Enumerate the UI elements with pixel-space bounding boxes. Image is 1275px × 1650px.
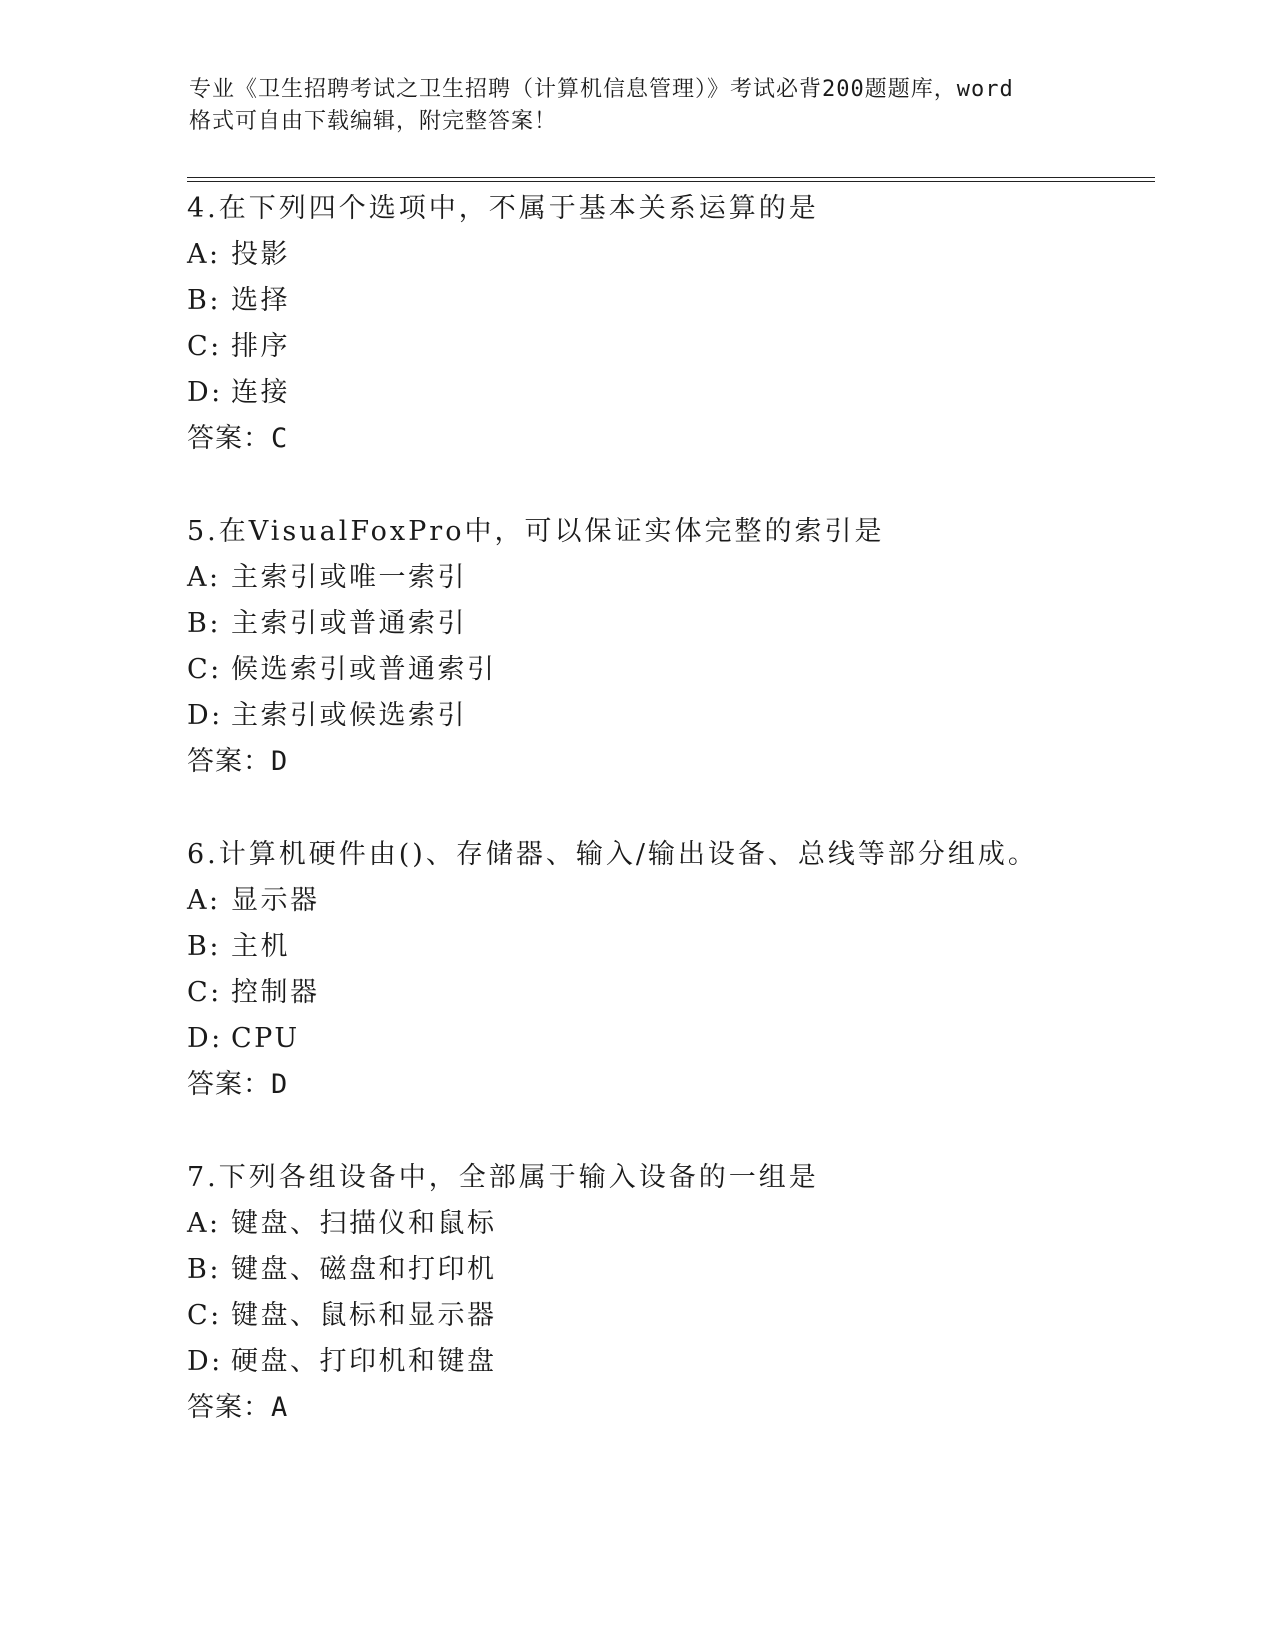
answer-line — [187, 1062, 1147, 1108]
option-text: 投影 — [231, 239, 290, 270]
question-4 — [187, 186, 1147, 462]
question-7 — [187, 1155, 1147, 1431]
question-list — [187, 186, 1147, 1478]
option-b — [187, 1247, 1147, 1293]
option-text: 主索引或普通索引 — [231, 608, 467, 639]
option-text: 控制器 — [231, 977, 320, 1008]
option-text: 主索引或唯一索引 — [231, 562, 467, 593]
option-c — [187, 1293, 1147, 1339]
question-stem: 5.在VisualFoxPro中，可以保证实体完整的索引是 — [187, 516, 885, 547]
answer-line — [187, 1385, 1147, 1431]
option-b — [187, 278, 1147, 324]
header-divider-bottom — [187, 181, 1155, 182]
option-text: 排序 — [231, 331, 290, 362]
option-letter: B: — [187, 1254, 221, 1285]
option-letter: B: — [187, 608, 221, 639]
option-letter: D: — [187, 377, 223, 408]
option-letter: C: — [187, 331, 222, 362]
option-d — [187, 1339, 1147, 1385]
option-text: 显示器 — [231, 885, 320, 916]
option-text: 选择 — [231, 285, 290, 316]
header-title-line-2: 格式可自由下载编辑，附完整答案！ — [189, 109, 558, 134]
option-letter: B: — [187, 285, 221, 316]
option-text: 主索引或候选索引 — [231, 700, 467, 731]
header-divider-top — [187, 177, 1155, 178]
option-letter: C: — [187, 1300, 222, 1331]
option-c — [187, 647, 1147, 693]
option-letter: C: — [187, 977, 222, 1008]
option-letter: D: — [187, 1346, 223, 1377]
option-b — [187, 924, 1147, 970]
document-header — [189, 74, 1089, 138]
option-d — [187, 693, 1147, 739]
answer-value: A — [271, 1392, 289, 1423]
question-6 — [187, 832, 1147, 1108]
option-letter: B: — [187, 931, 221, 962]
answer-label: 答案： — [187, 423, 271, 454]
answer-line — [187, 416, 1147, 462]
option-letter: D: — [187, 1023, 223, 1054]
question-stem: 4.在下列四个选项中，不属于基本关系运算的是 — [187, 193, 819, 224]
option-c — [187, 970, 1147, 1016]
option-letter: D: — [187, 700, 223, 731]
option-letter: A: — [187, 239, 221, 270]
question-5 — [187, 509, 1147, 785]
option-letter: A: — [187, 562, 221, 593]
option-a — [187, 878, 1147, 924]
option-b — [187, 601, 1147, 647]
answer-value: C — [271, 423, 289, 454]
header-title-line-1: 专业《卫生招聘考试之卫生招聘（计算机信息管理）》考试必背200题题库，word — [189, 77, 1014, 102]
option-text: CPU — [231, 1023, 300, 1054]
question-stem: 6.计算机硬件由()、存储器、输入/输出设备、总线等部分组成。 — [187, 839, 1038, 870]
question-stem: 7.下列各组设备中，全部属于输入设备的一组是 — [187, 1162, 819, 1193]
option-text: 主机 — [231, 931, 290, 962]
option-a — [187, 232, 1147, 278]
answer-line — [187, 739, 1147, 785]
option-text: 硬盘、打印机和键盘 — [231, 1346, 497, 1377]
answer-label: 答案： — [187, 1069, 271, 1100]
option-text: 键盘、鼠标和显示器 — [231, 1300, 497, 1331]
option-d — [187, 1016, 1147, 1062]
option-text: 键盘、扫描仪和鼠标 — [231, 1208, 497, 1239]
option-a — [187, 1201, 1147, 1247]
answer-value: D — [271, 746, 289, 777]
option-letter: A: — [187, 1208, 221, 1239]
option-text: 连接 — [231, 377, 290, 408]
option-c — [187, 324, 1147, 370]
option-letter: A: — [187, 885, 221, 916]
option-d — [187, 370, 1147, 416]
option-text: 候选索引或普通索引 — [231, 654, 497, 685]
option-text: 键盘、磁盘和打印机 — [231, 1254, 497, 1285]
answer-value: D — [271, 1069, 289, 1100]
answer-label: 答案： — [187, 1392, 271, 1423]
option-a — [187, 555, 1147, 601]
answer-label: 答案： — [187, 746, 271, 777]
option-letter: C: — [187, 654, 222, 685]
